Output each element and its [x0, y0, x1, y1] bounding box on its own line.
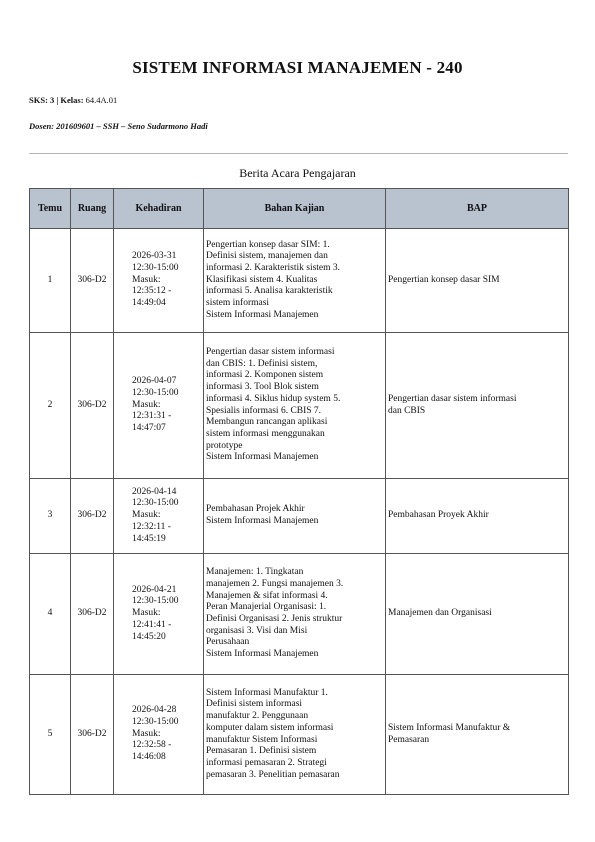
bahan-line: Sistem Informasi Manajemen	[206, 309, 319, 320]
kehadiran-line: Masuk:	[132, 728, 161, 739]
cell-ruang: 306-D2	[71, 675, 114, 795]
kehadiran-line: Masuk:	[132, 510, 161, 521]
cell-temu: 5	[30, 675, 71, 795]
kehadiran-line: 12:30-15:00	[132, 262, 179, 273]
kehadiran-line: 2026-04-28	[132, 705, 177, 716]
kehadiran-line: 12:30-15:00	[132, 596, 179, 607]
bap-line: Pengertian dasar sistem informasi	[388, 393, 517, 404]
kehadiran-line: 12:31:31 -	[132, 411, 172, 422]
table-row	[30, 554, 569, 675]
bap-line: Pengertian konsep dasar SIM	[388, 274, 500, 285]
bahan-line: prototype	[206, 440, 243, 451]
bahan-line: dan CBIS: 1. Definisi sistem,	[206, 358, 318, 369]
kehadiran-line: 12:30-15:00	[132, 716, 179, 727]
bahan-line: manufaktur 2. Penggunaan	[206, 711, 309, 722]
divider	[29, 153, 568, 154]
sks-value: 3	[50, 95, 55, 105]
cell-kehadiran	[114, 333, 204, 479]
bahan-line: informasi pemasaran 2. Strategi	[206, 757, 327, 768]
bahan-line: Sistem Informasi Manufaktur 1.	[206, 687, 328, 698]
bap-line: Sistem Informasi Manufaktur &	[388, 722, 511, 733]
cell-ruang: 306-D2	[71, 554, 114, 675]
kehadiran-line: 14:45:20	[132, 631, 166, 642]
kehadiran-line: 14:46:08	[132, 752, 166, 763]
bap-line: dan CBIS	[388, 405, 426, 416]
bahan-line: informasi 2. Karakteristik sistem 3.	[206, 262, 341, 273]
cell-bap	[386, 229, 569, 333]
bahan-line: Definisi sistem, manajemen dan	[206, 251, 328, 262]
bahan-line: Pengertian konsep dasar SIM: 1.	[206, 239, 330, 250]
table-body	[30, 229, 569, 795]
bahan-line: informasi 2. Komponen sistem	[206, 370, 324, 381]
bahan-line: informasi 3. Tool Blok sistem	[206, 382, 319, 393]
cell-temu: 3	[30, 479, 71, 554]
cell-bap	[386, 554, 569, 675]
bahan-line: Perusahaan	[206, 637, 250, 648]
cell-kehadiran	[114, 554, 204, 675]
cell-temu: 2	[30, 333, 71, 479]
table-row	[30, 333, 569, 479]
bahan-line: pemasaran 3. Penelitian pemasaran	[206, 769, 340, 780]
bahan-line: Klasifikasi sistem 4. Kualitas	[206, 274, 318, 285]
header-kehadiran: Kehadiran	[114, 189, 204, 229]
cell-ruang: 306-D2	[71, 229, 114, 333]
kehadiran-line: 12:41:41 -	[132, 619, 172, 630]
bahan-line: Manajemen: 1. Tingkatan	[206, 567, 304, 578]
cell-ruang: 306-D2	[71, 333, 114, 479]
kehadiran-line: 14:47:07	[132, 423, 166, 434]
cell-bap	[386, 675, 569, 795]
kehadiran-line: 12:32:58 -	[132, 740, 172, 751]
kehadiran-line: Masuk:	[132, 399, 161, 410]
cell-kehadiran	[114, 675, 204, 795]
bahan-line: manufaktur Sistem Informasi	[206, 734, 318, 745]
kehadiran-line: 2026-04-07	[132, 376, 177, 387]
header-temu: Temu	[30, 189, 71, 229]
cell-bahan-kajian	[204, 554, 386, 675]
table-row	[30, 229, 569, 333]
bahan-line: Pembahasan Projek Akhir	[206, 504, 305, 515]
course-info	[29, 95, 117, 105]
sks-label: SKS:	[29, 95, 48, 105]
kehadiran-line: 12:30-15:00	[132, 387, 179, 398]
cell-bahan-kajian	[204, 229, 386, 333]
cell-bahan-kajian	[204, 333, 386, 479]
kelas-value: 64.4A.01	[85, 95, 118, 105]
header-bap: BAP	[386, 189, 569, 229]
cell-bahan-kajian	[204, 479, 386, 554]
bahan-line: sistem informasi	[206, 298, 270, 309]
bahan-line: Peran Manajerial Organisasi: 1.	[206, 602, 327, 613]
section-title: Berita Acara Pengajaran	[239, 166, 356, 180]
bahan-line: Sistem Informasi Manajemen	[206, 516, 319, 526]
bahan-line: manajemen 2. Fungsi manajemen 3.	[206, 578, 344, 589]
bahan-line: Sistem Informasi Manajemen	[206, 452, 319, 463]
header-bahan-kajian: Bahan Kajian	[204, 189, 386, 229]
attendance-table	[29, 188, 569, 795]
cell-temu: 4	[30, 554, 71, 675]
cell-bap	[386, 479, 569, 554]
kehadiran-line: 2026-04-14	[132, 486, 177, 497]
header-ruang: Ruang	[71, 189, 114, 229]
kehadiran-line: 2026-04-21	[132, 584, 177, 595]
table-header-row	[30, 189, 569, 229]
cell-kehadiran	[114, 229, 204, 333]
bahan-line: informasi 4. Siklus hidup system 5.	[206, 393, 341, 404]
kelas-label: | Kelas:	[56, 95, 84, 105]
bahan-line: informasi 5. Analisa karakteristik	[206, 286, 333, 297]
bahan-line: Pemasaran 1. Definisi sistem	[206, 746, 317, 757]
cell-kehadiran	[114, 479, 204, 554]
kehadiran-line: 12:32:11 -	[132, 521, 171, 532]
cell-ruang: 306-D2	[71, 479, 114, 554]
table-row	[30, 479, 569, 554]
bap-line: Pemasaran	[388, 734, 430, 745]
cell-temu: 1	[30, 229, 71, 333]
bahan-line: Manajemen & sifat informasi 4.	[206, 590, 328, 601]
bahan-line: Definisi Organisasi 2. Jenis struktur	[206, 614, 343, 624]
dosen-label: Dosen:	[29, 121, 55, 131]
table-row	[30, 675, 569, 795]
bahan-line: komputer dalam sistem informasi	[206, 722, 334, 733]
bahan-line: sistem informasi menggunakan	[206, 428, 325, 439]
bahan-line: Pengertian dasar sistem informasi	[206, 346, 335, 357]
bap-line: Manajemen dan Organisasi	[388, 608, 492, 619]
kehadiran-line: Masuk:	[132, 608, 161, 619]
kehadiran-line: 2026-03-31	[132, 251, 177, 262]
lecturer-info	[29, 121, 208, 131]
bahan-line: Sistem Informasi Manajemen	[206, 649, 319, 660]
kehadiran-line: 12:35:12 -	[132, 286, 172, 297]
bahan-line: organisasi 3. Visi dan Misi	[206, 625, 308, 636]
bap-line: Pembahasan Proyek Akhir	[388, 510, 489, 521]
cell-bap	[386, 333, 569, 479]
cell-bahan-kajian	[204, 675, 386, 795]
kehadiran-line: Masuk:	[132, 274, 161, 285]
bahan-line: Spesialis informasi 6. CBIS 7.	[206, 405, 322, 416]
bahan-line: Definisi sistem informasi	[206, 699, 303, 710]
dosen-value: 201609601 – SSH – Seno Sudarmono Hadi	[56, 121, 208, 131]
kehadiran-line: 14:49:04	[132, 298, 166, 309]
kehadiran-line: 12:30-15:00	[132, 498, 179, 509]
page-title: SISTEM INFORMASI MANAJEMEN - 240	[132, 58, 463, 77]
bahan-line: Membangun rancangan aplikasi	[206, 417, 328, 428]
kehadiran-line: 14:45:19	[132, 533, 166, 544]
